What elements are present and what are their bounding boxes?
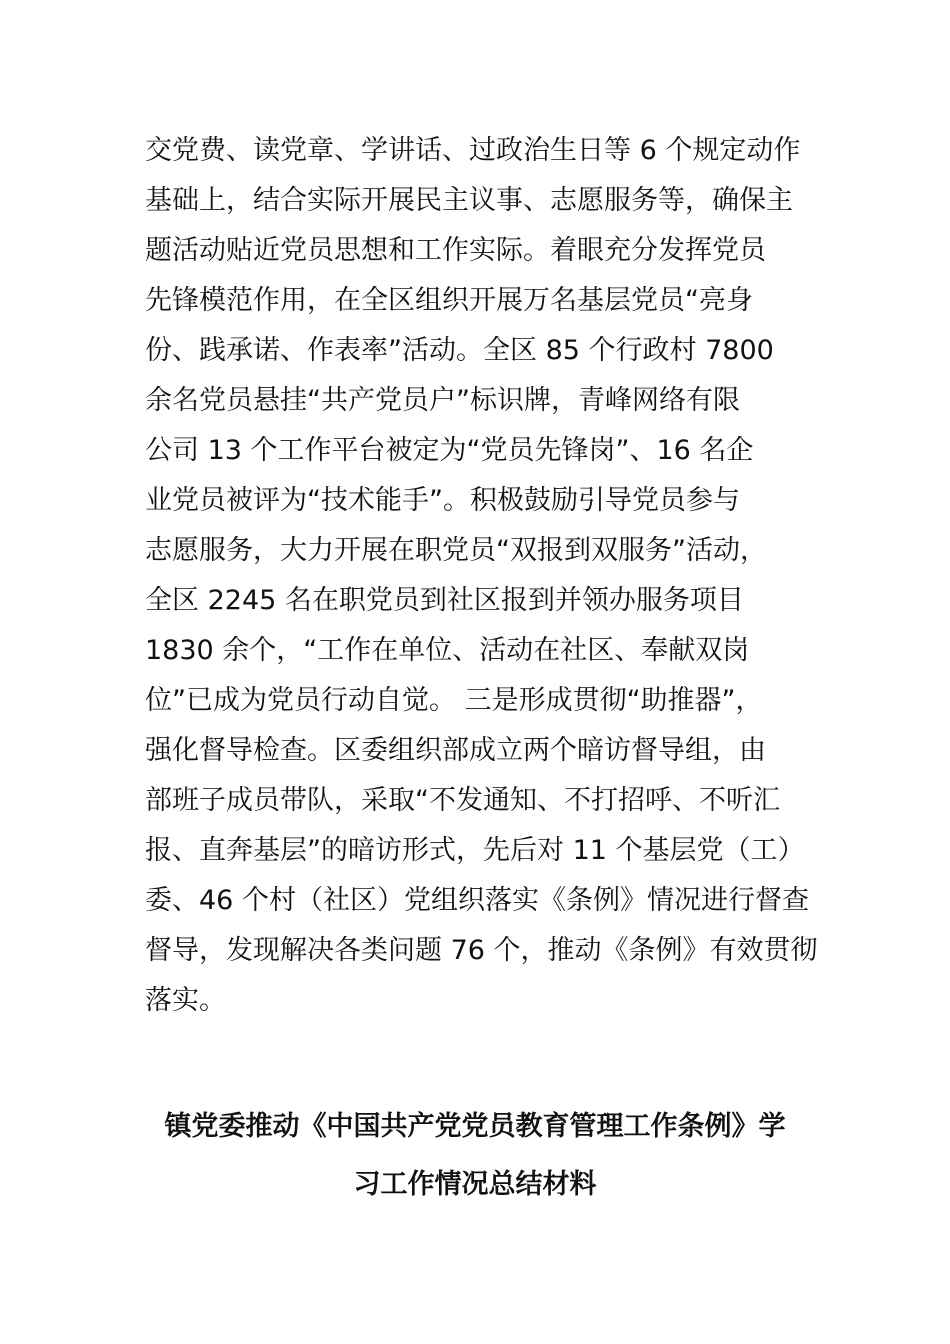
title-line: 习工作情况总结材料 <box>353 1169 597 1200</box>
paragraph-line: 份、践承诺、作表率”活动。全区 85 个行政村 7800 <box>145 335 774 366</box>
paragraph-line: 题活动贴近党员思想和工作实际。着眼充分发挥党员 <box>145 235 766 266</box>
paragraph-line: 委、46 个村（社区）党组织落实《条例》情况进行督查 <box>145 885 809 916</box>
paragraph-line: 交党费、读党章、学讲话、过政治生日等 6 个规定动作 <box>145 135 801 166</box>
paragraph-line: 先锋模范作用，在全区组织开展万名基层党员“亮身 <box>145 285 753 316</box>
document-title <box>120 1098 830 1214</box>
paragraph-line: 全区 2245 名在职党员到社区报到并领办服务项目 <box>145 585 744 616</box>
title-line: 镇党委推动《中国共产党党员教育管理工作条例》学 <box>164 1111 786 1142</box>
paragraph-line: 1830 余个，“工作在单位、活动在社区、奉献双岗 <box>145 635 750 666</box>
paragraph-line: 位”已成为党员行动自觉。 三是形成贯彻“助推器”， <box>145 685 763 716</box>
paragraph-line: 报、直奔基层”的暗访形式，先后对 11 个基层党（工） <box>145 835 805 866</box>
paragraph-line: 部班子成员带队，采取“不发通知、不打招呼、不听汇 <box>145 785 780 816</box>
paragraph-line: 志愿服务，大力开展在职党员“双报到双服务”活动， <box>145 535 767 566</box>
paragraph-line: 落实。 <box>145 985 226 1016</box>
paragraph-line: 业党员被评为“技术能手”。积极鼓励引导党员参与 <box>145 485 740 516</box>
paragraph-line: 督导，发现解决各类问题 76 个，推动《条例》有效贯彻 <box>145 935 818 966</box>
paragraph-line: 公司 13 个工作平台被定为“党员先锋岗”、16 名企 <box>145 435 754 466</box>
body-paragraph <box>145 126 818 1026</box>
paragraph-line: 强化督导检查。区委组织部成立两个暗访督导组，由 <box>145 735 766 766</box>
paragraph-line: 基础上，结合实际开展民主议事、志愿服务等，确保主 <box>145 185 793 216</box>
paragraph-line: 余名党员悬挂“共产党员户”标识牌，青峰网络有限 <box>145 385 740 416</box>
